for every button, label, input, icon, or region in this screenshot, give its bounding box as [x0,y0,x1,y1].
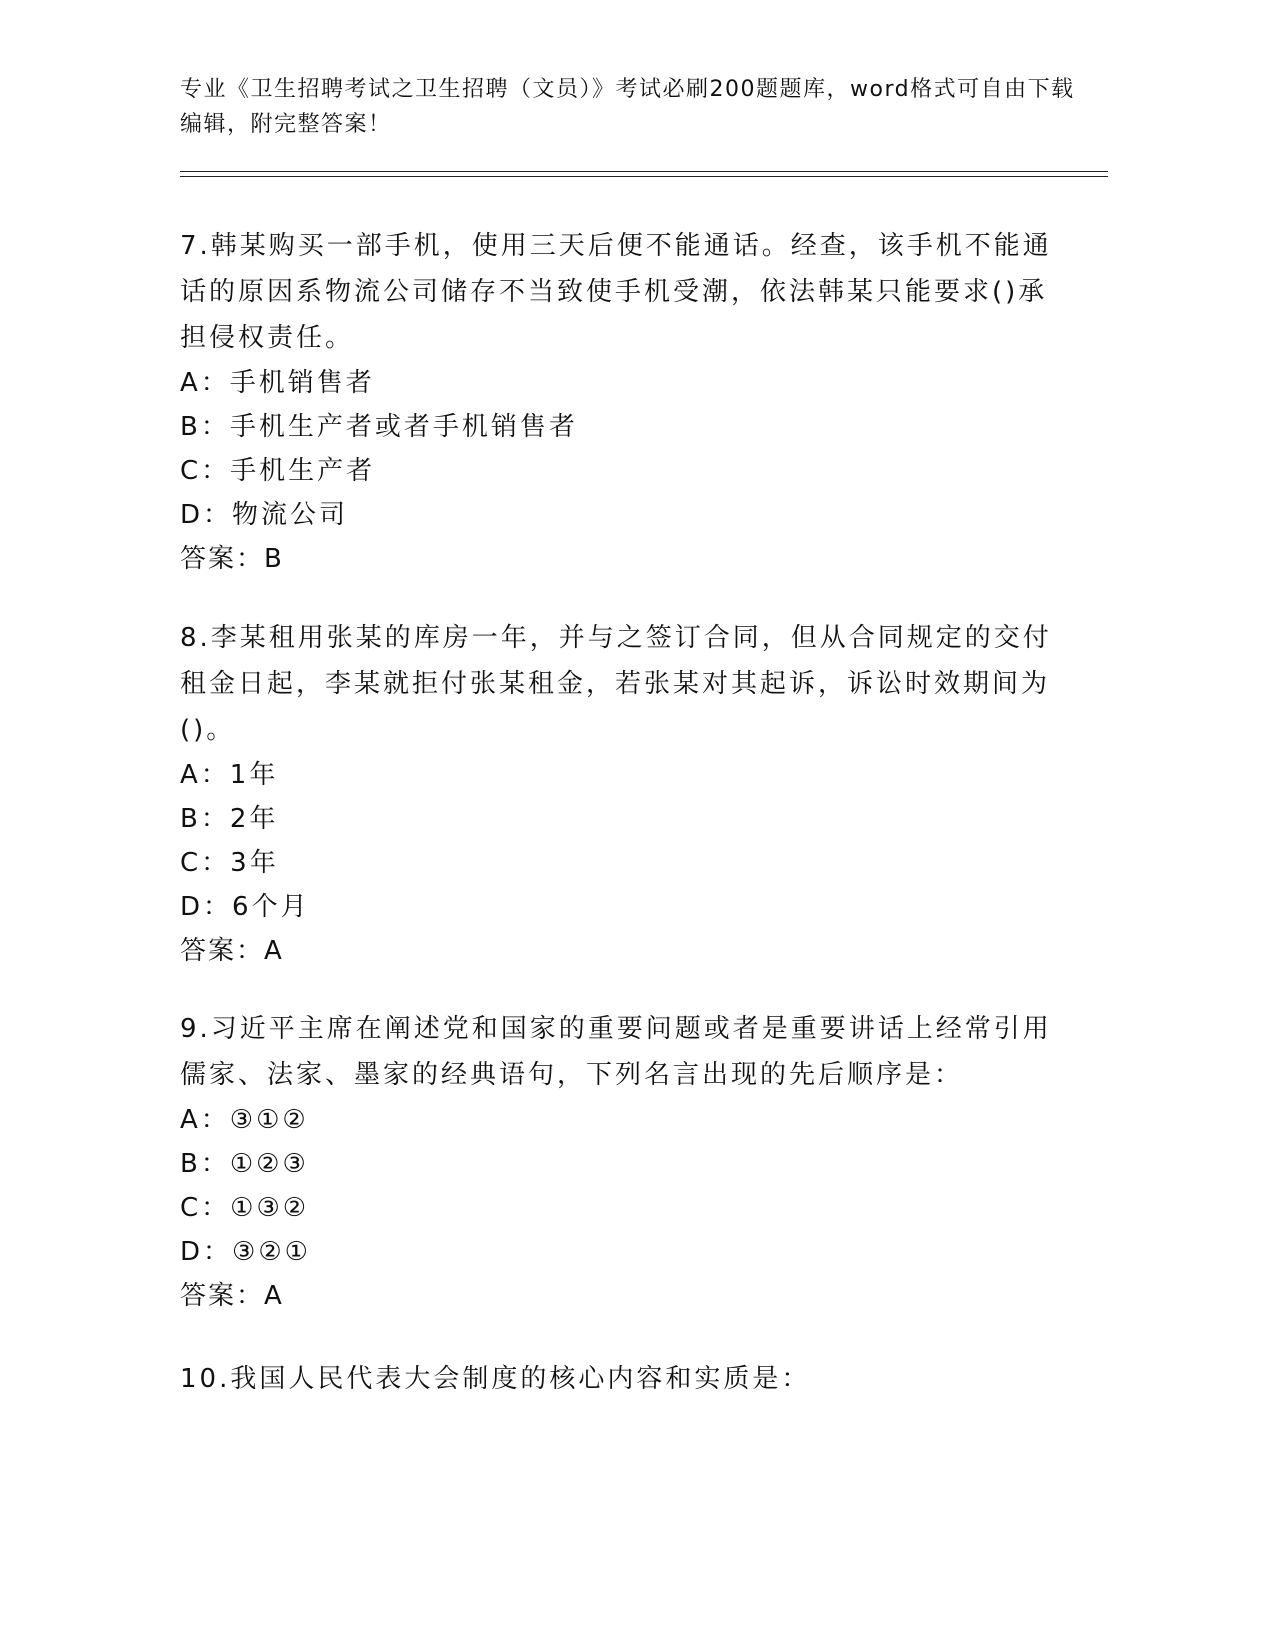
question-stem: 8.李某租用张某的库房一年，并与之签订合同，但从合同规定的交付租金日起，李某就拒付张某租金，若张某对其起诉，诉讼时效期间为()。 [180,623,1052,745]
question-stem: 9.习近平主席在阐述党和国家的重要问题或者是重要讲话上经常引用儒家、法家、墨家的经典语句，下列名言出现的先后顺序是： [180,1014,1052,1090]
question-stem: 7.韩某购买一部手机，使用三天后便不能通话。经查，该手机不能通话的原因系物流公司储存不当致使手机受潮，依法韩某只能要求()承担侵权责任。 [180,231,1052,353]
answer-line: 答案：A [180,1281,284,1311]
answer-line: 答案：B [180,544,284,574]
question-block [180,1006,1070,1318]
option-a: A：手机销售者 [180,368,375,398]
header-divider-bottom [180,176,1108,177]
option-d: D：③②① [180,1237,311,1267]
question-block [180,615,1070,973]
option-a: A：1年 [180,760,279,790]
option-b: B：手机生产者或者手机销售者 [180,412,578,442]
option-d: D：6个月 [180,892,310,922]
option-c: C：①③② [180,1193,310,1223]
question-block [180,223,1070,581]
document-header: 专业《卫生招聘考试之卫生招聘（文员）》考试必刷200题题库，word格式可自由下载编辑，附完整答案！ [180,77,1075,137]
option-b: B：2年 [180,804,279,834]
header-divider-top [180,171,1108,172]
option-d: D：物流公司 [180,500,349,530]
option-b: B：①②③ [180,1149,309,1179]
option-c: C：手机生产者 [180,456,376,486]
question-stem: 10.我国人民代表大会制度的核心内容和实质是： [180,1364,811,1394]
question-block [180,1356,1070,1402]
answer-line: 答案：A [180,936,284,966]
option-a: A：③①② [180,1105,309,1135]
option-c: C：3年 [180,848,279,878]
